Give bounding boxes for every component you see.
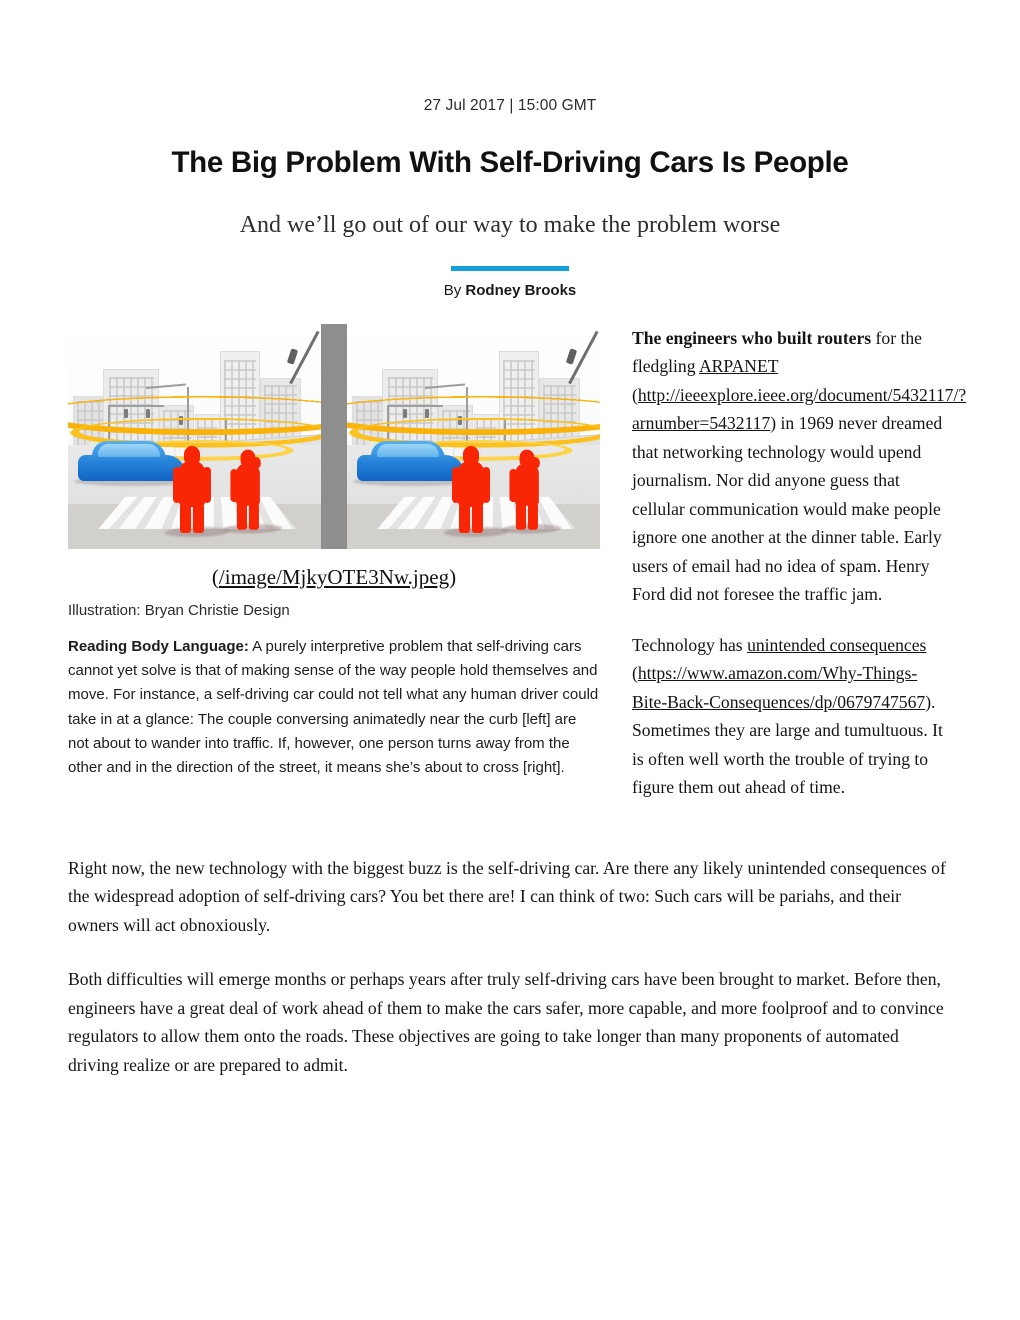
pedestrian-figure — [236, 454, 258, 529]
right-column-paragraph-2 — [632, 631, 952, 802]
byline — [68, 283, 952, 298]
pedestrian-arm — [230, 469, 237, 502]
paragraph-lead-in: The engineers who built routers — [632, 327, 872, 348]
byline-accent-rule — [451, 266, 569, 271]
body-text-block — [68, 854, 952, 1080]
pedestrian-figure — [179, 441, 205, 533]
byline-author: Rodney Brooks — [465, 281, 577, 299]
article-dateline: 27 Jul 2017 | 15:00 GMT — [423, 97, 597, 114]
article-subhead: And we’ll go out of our way to make the problem worse — [239, 211, 781, 238]
pedestrian-leg — [237, 502, 247, 530]
paren-open: ( — [211, 564, 219, 589]
pedestrian-leg — [459, 503, 470, 533]
pedestrian-ponytail — [530, 457, 540, 469]
caption-lead-in: Reading Body Language: — [68, 637, 249, 655]
amazon-url-link[interactable]: https://www.amazon.com/Why-Things-Bite-Back-Consequences/dp/0679747567 — [632, 663, 926, 712]
self-driving-car-icon — [357, 437, 465, 481]
pedestrian-arm — [173, 467, 181, 503]
pedestrian-torso — [458, 461, 484, 507]
pedestrian-ponytail — [251, 457, 261, 469]
car-windshield — [98, 444, 160, 457]
body-paragraph-2: Both difficulties will emerge months or perhaps years after truly self-driving cars have been brought to market. Before then, engineers have a great deal of work ahead of them to make the cars safer, more capable, and more foolproof and to convince regulators to allow them onto the roads. These objectives are going to take longer than many proponents of automated driving realize or are prepared to admit. — [68, 969, 944, 1075]
text-run: Technology has — [632, 634, 748, 655]
pedestrian-figure — [458, 441, 484, 533]
car-windshield — [377, 444, 439, 457]
byline-prefix: By — [443, 281, 466, 299]
panel-divider — [321, 324, 347, 549]
pedestrian-arm — [509, 469, 516, 502]
illustration-credit: Illustration: Bryan Christie Design — [68, 601, 290, 619]
pedestrian-arm — [203, 467, 211, 503]
pedestrian-leg — [180, 503, 191, 533]
pedestrian-leg — [472, 503, 483, 533]
paren-close: ) — [449, 564, 457, 589]
pedestrian-torso — [179, 461, 205, 507]
pedestrian-leg — [528, 502, 538, 530]
pedestrian-leg — [516, 502, 526, 530]
pedestrian-leg — [193, 503, 204, 533]
pedestrian-torso — [236, 464, 260, 506]
text-run: ( — [632, 384, 638, 405]
text-run: ( — [632, 663, 638, 684]
caption-text: A purely interpretive problem that self-driving cars cannot yet solve is that of making sense of the way people hold themselves and move. For instance, a self-driving car could not tell what any human driver could take in at a glance: The couple conversing animatedly near the curb [left] are not about to wander into traffic. If, however, one person turns away from the other and in the direction of the street, it means she’s about to cross [right]. — [68, 637, 599, 777]
right-column — [632, 324, 967, 824]
arpanet-link[interactable]: ARPANET — [698, 356, 779, 377]
unintended-consequences-link[interactable]: unintended consequences — [747, 634, 927, 655]
caption-paragraph — [68, 635, 600, 781]
illustration-figure — [68, 324, 600, 549]
pedestrian-figure — [515, 454, 537, 529]
body-paragraph-1: Right now, the new technology with the biggest buzz is the self-driving car. Are there any likely unintended consequences of the widespread adoption of self-driving cars? You bet there are! I can think of two: Such cars will be pariahs, and their owners will act obnoxiously. — [68, 857, 946, 935]
text-run: ). Sometimes they are large and tumultuous. It is often well worth the trouble of trying to figure them out ahead of time. — [632, 691, 943, 798]
right-column-paragraph-1 — [632, 324, 967, 609]
left-column — [68, 324, 600, 781]
pedestrian-leg — [249, 502, 259, 530]
pedestrian-torso — [515, 464, 539, 506]
page-title: The Big Problem With Self-Driving Cars Is People — [171, 145, 849, 179]
two-column-region — [68, 324, 967, 824]
pedestrian-arm — [482, 467, 490, 503]
self-driving-car-icon — [78, 437, 186, 481]
text-run: for the fledgling — [632, 327, 922, 377]
byline-block — [68, 266, 952, 298]
pedestrian-head — [463, 446, 479, 465]
arpanet-url-link[interactable]: http://ieeexplore.ieee.org/document/5432117/?arnumber=5432117 — [632, 384, 967, 434]
illustration-panel-left — [68, 324, 321, 549]
text-run: ) in 1969 never dreamed that networking technology would upend journalism. Nor did anyone guess that cellular communication would make people ignore one another at the dinner table. Early users of email had no idea of spam. Henry Ford did not foresee the traffic jam. — [632, 413, 943, 605]
pedestrian-head — [184, 446, 200, 465]
illustration-panel-right — [347, 324, 600, 549]
image-source-link-line — [68, 565, 600, 590]
pedestrian-arm — [452, 467, 460, 503]
image-source-link[interactable]: /image/MjkyOTE3Nw.jpeg — [218, 564, 450, 589]
